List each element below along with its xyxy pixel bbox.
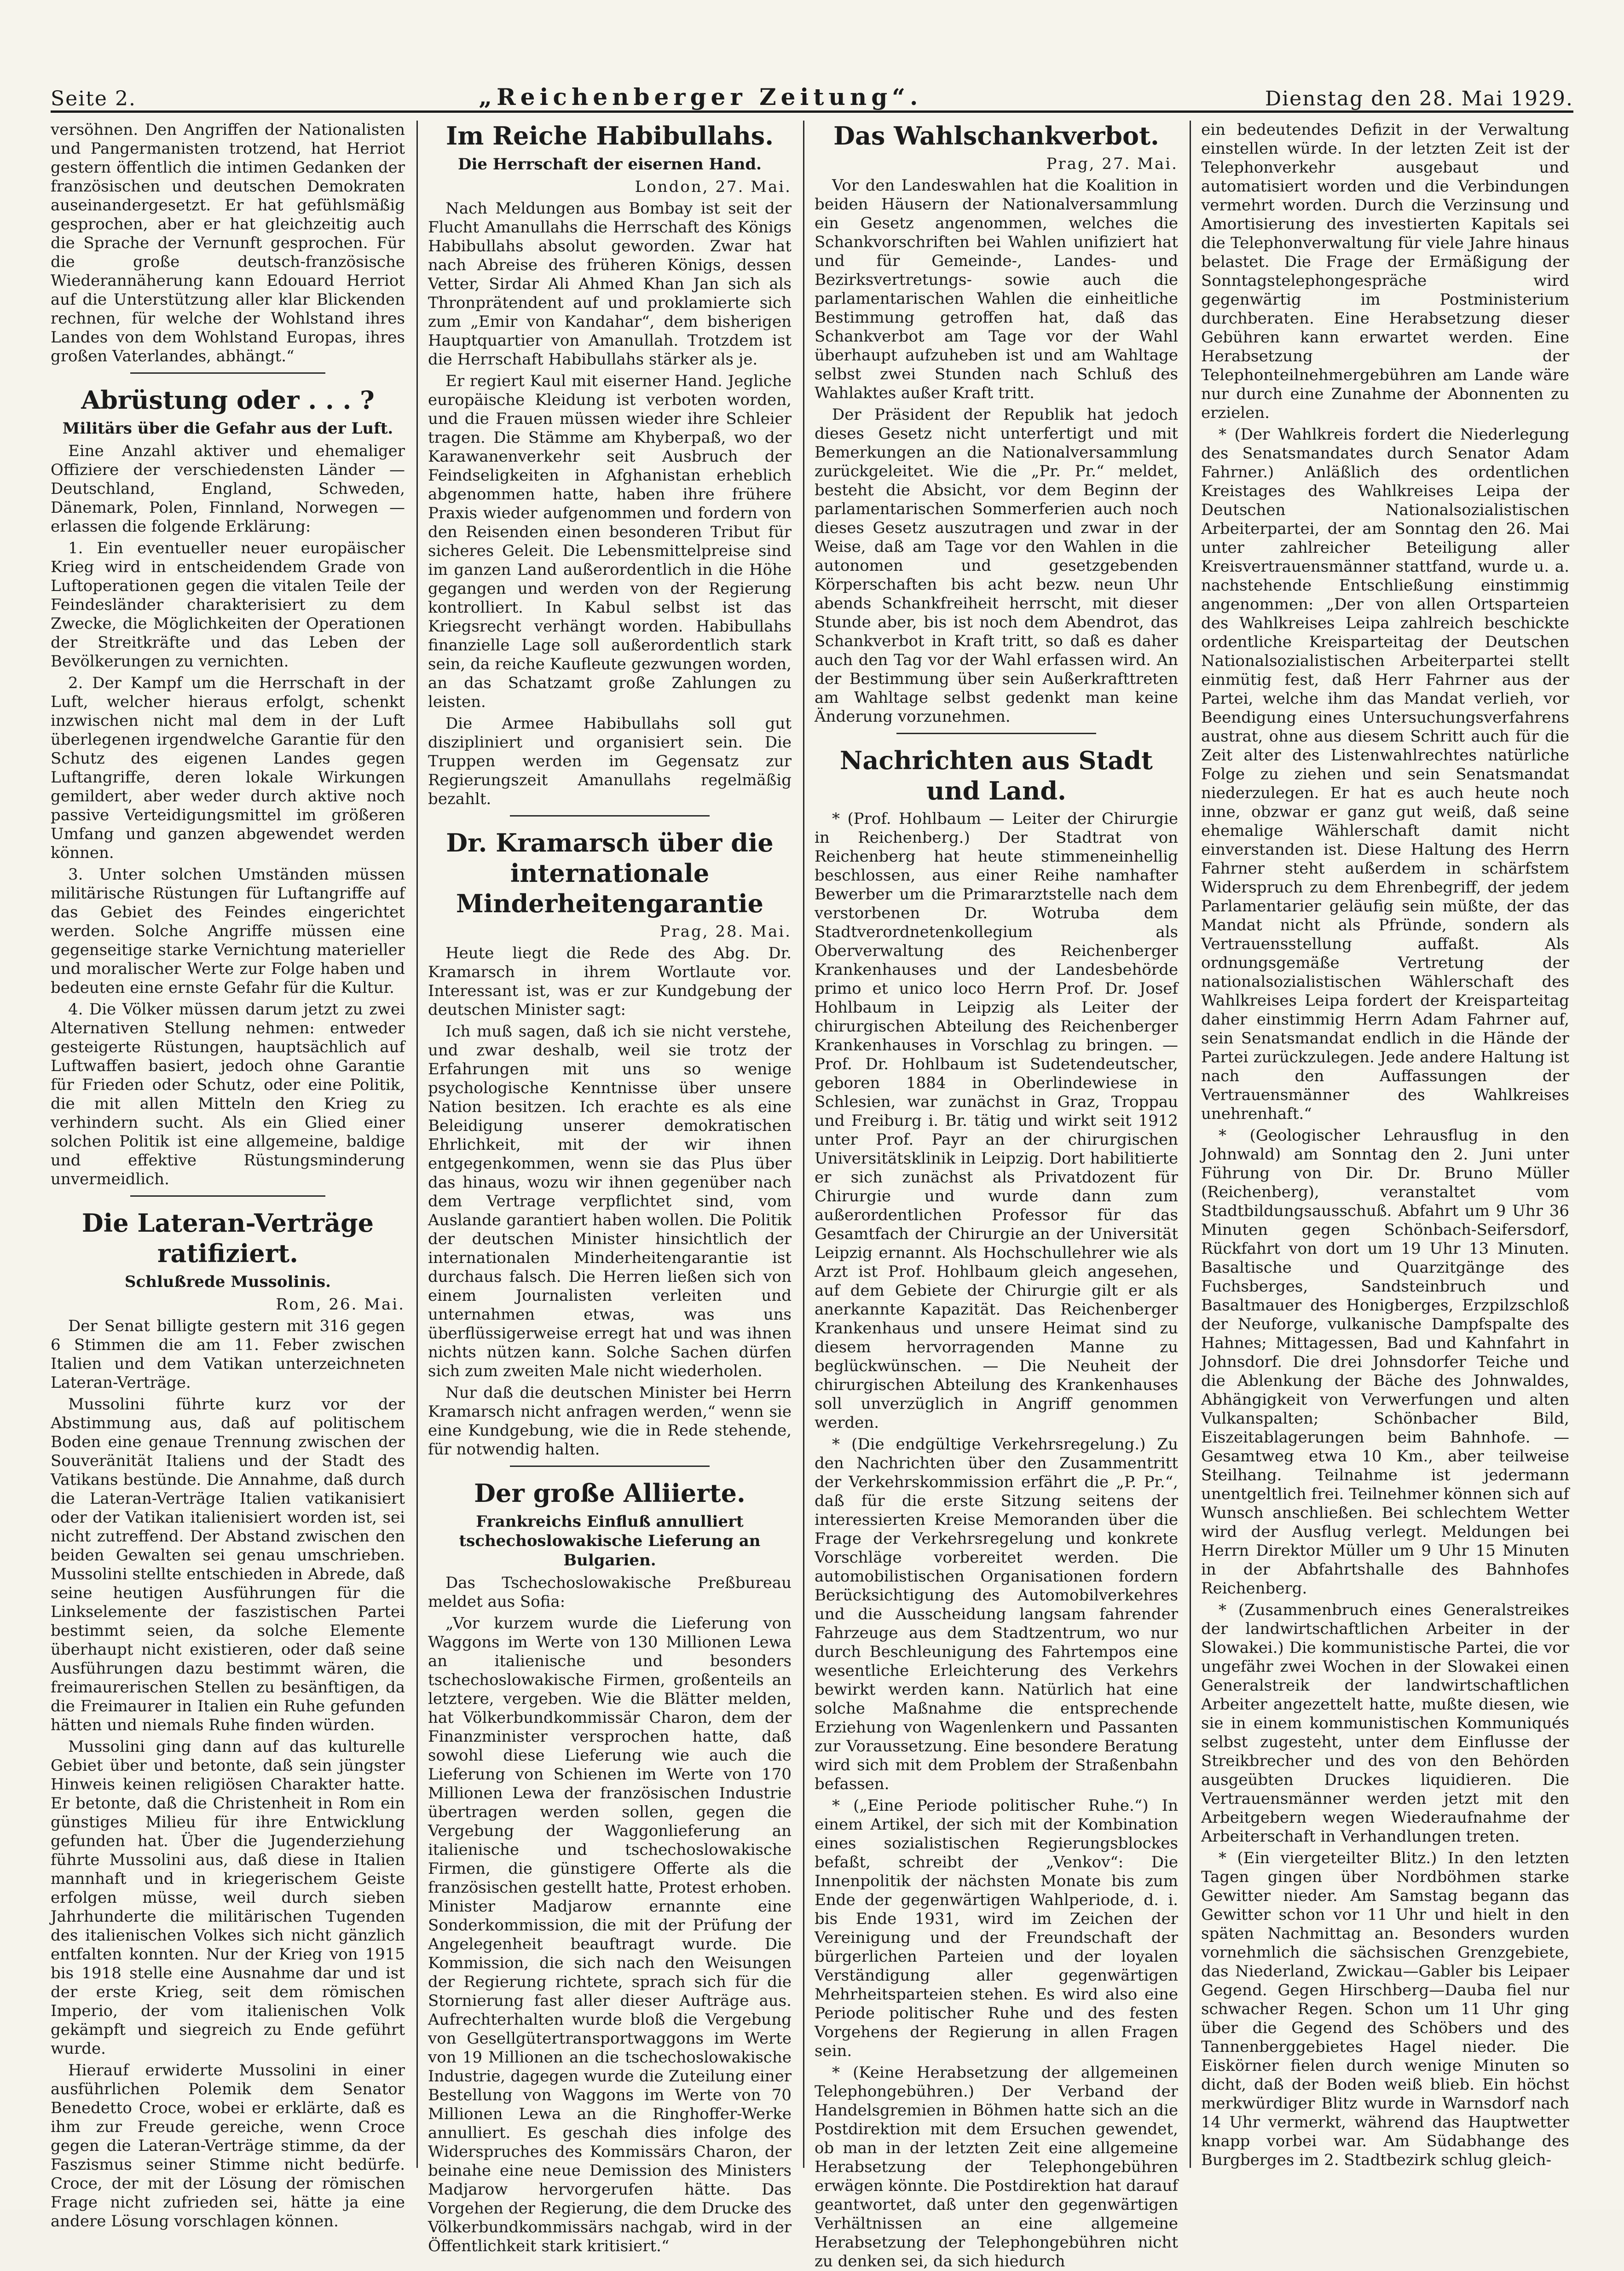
paragraph: Mussolini führte kurz vor der Abstimmung aus, daß auf politischem Boden eine genaue Trennung zwischen der Souveränität Italiens und der Stadt des Vatikans bestünde. Die Annahme, daß durch die Lateran-Verträge Italien vatikanisiert oder der Vatikan italienisiert worden ist, sei nicht zutreffend. Der Abstand zwischen den beiden Gewalten sei genau umschrieben. Mussolini stellte entschieden in Abrede, daß seine heutigen Ausführungen für die Linkselemente der faszistischen Partei bestimmt seien, da solche Elemente überhaupt nicht existieren, oder daß seine Ausführungen dazu bestimmt wären, die freimaurerischen Stellen zu besänftigen, da die Freimaurer in Italien ein Ruhe gefunden hätten und niemals Ruhe finden würden. bbox=[51, 1395, 405, 1734]
separator bbox=[510, 815, 710, 817]
news-item: * (Ein viergeteilter Blitz.) In den letzten Tagen gingen über Nordböhmen starke Gewitter nieder. Am Samstag begann das Gewitter schon vor 11 Uhr und hielt in den späten Nachmittag an. Besonders wurden vornehmlich die sächsischen Grenzgebiete, das Niederland, Zwickau—Gabler bis Leipaer Gegend. Gegen Hirschberg—Dauba fiel nur schwacher Regen. Schon um 11 Uhr ging über die Gegend des Schöbers und des Tannenberggebietes Hagel nieder. Die Eiskörner fielen durch wenige Minuten so dicht, daß der Boden weiß blieb. Ein höchst merkwürdiger Blitz wurde in Warnsdorf nach 14 Uhr vermerkt, während das Hauptwetter knapp vorbei war. Am Südabhange des Burgberges im 2. Stadtbezirk schlug gleich- bbox=[1201, 1849, 1569, 2169]
paragraph: 4. Die Völker müssen darum jetzt zu zwei Alternativen Stellung nehmen: entweder gesteigerte Rüstungen, hauptsächlich auf Luftwaffen basiert, jedoch ohne Garantie für Frieden oder Schutz, oder eine Politik, die mit allen Mitteln den Krieg zu verhindern sucht. Als ein Glied einer solchen Politik ist eine allgemeine, baldige und effektive Rüstungsminderung unvermeidlich. bbox=[51, 1000, 405, 1188]
paragraph: Hierauf erwiderte Mussolini in einer ausführlichen Polemik dem Senator Benedetto Croce, wobei er erklärte, daß es ihm zur Freude gereiche, wenn Croce gegen die Lateran-Verträge stimme, da der Faszismus seiner Stimme nicht bedürfe. Croce, der mit der Lösung der römischen Frage nicht zufrieden sei, hätte ja eine andere Lösung vorschlagen können. bbox=[51, 2061, 405, 2230]
section-title: Nachrichten aus Stadt und Land. bbox=[839, 746, 1153, 805]
article-title: Im Reiche Habibullahs. bbox=[445, 121, 774, 151]
paragraph: ein bedeutendes Defizit in der Verwaltung einstellen würde. In der letzten Zeit ist der Telephonverkehr ausgebaut und automatisiert worden und die Verbindungen vermehrt worden. Durch die Verzinsung und Amortisierung des investierten Kapitals sei die Telephonverwaltung für viele Jahre hinaus belastet. Die Frage der Ermäßigung der Sonntagstelephongespräche wird gegenwärtig im Postministerium durchberaten. Eine Herabsetzung dieser Gebühren kann erwartet werden. Eine Herabsetzung der Telephonteilnehmergebühren am Lande wäre nur durch eine Zunahme der Abonnenten zu erzielen. bbox=[1201, 121, 1569, 422]
column-rule bbox=[803, 121, 804, 2168]
column-3 bbox=[815, 121, 1178, 2271]
issue-date: Dienstag den 28. Mai 1929. bbox=[1265, 87, 1573, 110]
paragraph: versöhnen. Den Angriffen der Nationalisten und Pangermanisten trotzend, hat Herriot gestern öffentlich die intimen Gedanken der französischen und deutschen Demokraten auseinandergesetzt. Er hat gefühlsmäßig gesprochen, aber er hat gleichzeitig auch die Sprache der Vernunft gesprochen. Für die große deutsch-französische Wiederannäherung kann Edouard Herriot auf die Unterstützung aller klar Blickenden rechnen, für welche der Wohlstand ihres Landes von dem Wohlstand Europas, ihres großen Vaterlandes, abhängt.“ bbox=[51, 121, 405, 365]
paragraph: Der Präsident der Republik hat jedoch dieses Gesetz nicht unterfertigt und mit Bemerkungen an die Nationalversammlung zurückgeleitet. Wie die „Pr. Pr.“ meldet, besteht die Absicht, vor dem Beginn der parlamentarischen Sommerferien auch noch dieses Gesetz auszutragen und zwar in der Weise, daß am Tage vor den Wahlen in die autonomen und gesetzgebenden Körperschaften bis acht bezw. neun Uhr abends Schankfreiheit herrscht, mit dieser Stunde aber, bis ist noch dem Abendrot, das Schankverbot in Kraft tritt, so daß es daher auch den Tag vor der Wahl erfassen wird. An der Bestimmung über sein Außerkrafttreten am Wahltage selbst gedenkt man keine Änderung vorzunehmen. bbox=[815, 406, 1178, 726]
paragraph: Ich muß sagen, daß ich sie nicht verstehe, und zwar deshalb, weil sie trotz der Erfahrungen mit uns so wenige psychologische Kenntnisse über unsere Nation besitzen. Ich erachte es als eine Beleidigung unserer demokratischen Ehrlichkeit, mit der wir ihnen entgegenkommen, wenn sie das Plus über das hinaus, wozu wir ihnen gegenüber nach dem Vertrage verpflichtet sind, vom Auslande garantiert haben wollen. Die Politik der deutschen Minister hinsichtlich der internationalen Minderheitengarantie ist durchaus falsch. Die Herren ließen sich von einem Journalisten verleiten und unternahmen etwas, was uns überflüssigerweise erregt hat und was ihnen nichts nützen kann. Solche Sachen dürfen sich zum zweiten Male nicht wiederholen. bbox=[428, 1022, 792, 1380]
paragraph: 2. Der Kampf um die Herrschaft in der Luft, welcher hieraus erfolgt, schenkt inzwischen nicht mal dem in der Luft überlegenen irgendwelche Garantie für den Schutz des eigenen Landes gegen Luftangriffe, deren lokale Wirkungen gemildert, aber weder durch aktive noch passive Verteidigungsmittel im größeren Umfang und ganzen abgewendet werden können. bbox=[51, 674, 405, 862]
paragraph: Eine Anzahl aktiver und ehemaliger Offiziere der verschiedensten Länder — Deutschland, England, Schweden, Dänemark, Polen, Finnland, Norwegen — erlassen die folgende Erklärung: bbox=[51, 442, 405, 536]
article-subtitle: Militärs über die Gefahr aus der Luft. bbox=[62, 419, 393, 438]
dateline: Prag, 28. Mai. bbox=[659, 922, 792, 941]
separator bbox=[130, 372, 325, 374]
news-item: * (Die endgültige Verkehrsregelung.) Zu den Nachrichten über den Zusammentritt der Verkehrskommission erfährt die „P. Pr.“, daß für die erste Sitzung seitens der interessierten Kreise Memoranden über die Frage der Verkehrsregelung und konkrete Vorschläge vorbereitet werden. Die automobilistischen Organisationen fordern Berücksichtigung des Automobilverkehres und die Ausscheidung langsam fahrender Fahrzeuge aus dem Stadtzentrum, wo nur durch Beschleunigung des Fahrtempos eine wesentliche Erleichterung des Verkehrs bewirkt werden kann. Natürlich hat eine solche Maßnahme die entsprechende Erziehung von Wagenlenkern und Passanten zur Voraussetzung. Eine besondere Beratung wird sich mit dem Problem der Straßenbahn befassen. bbox=[815, 1435, 1178, 1793]
article-subtitle: Schlußrede Mussolinis. bbox=[125, 1273, 331, 1291]
news-item: * („Eine Periode politischer Ruhe.“) In einem Artikel, der sich mit der Kombination eines sozialistischen Regierungsblockes befaßt, schreibt der „Venkov“: Die Innenpolitik der nächsten Monate bis zum Ende der gegenwärtigen Wahlperiode, d. i. bis Ende 1931, wird im Zeichen der Vereinigung und der Freundschaft der bürgerlichen Parteien und der loyalen Verständigung aller gegenwärtigen Mehrheitsparteien stehen. Es wird also eine Periode politischer Ruhe und des festen Vorgehens der Regierung in allen Fragen sein. bbox=[815, 1796, 1178, 2060]
paragraph: Mussolini ging dann auf das kulturelle Gebiet über und betonte, daß sein jüngster Hinweis keinen religiösen Charakter hatte. Er betonte, daß die Christenheit in Rom ein günstiges Milieu für ihre Entwicklung gefunden hat. Über die Jugenderziehung führte Mussolini aus, daß diese in Italien mannhaft und in kriegerischem Geiste erfolgen müsse, weil durch sieben Jahrhunderte die militärischen Tugenden des italienischen Volkes sich nicht gänzlich entfalten konnten. Nur der Krieg von 1915 bis 1918 stelle eine Ausnahme dar und ist der erste Krieg, seit dem römischen Imperio, der vom italienischen Volk gekämpft und siegreich zu Ende geführt wurde. bbox=[51, 1738, 405, 2058]
paragraph: Vor den Landeswahlen hat die Koalition in beiden Häusern der Nationalversammlung ein Gesetz angenommen, welches die Schankvorschriften bei Wahlen unifiziert hat und für Gemeinde-, Landes- und Bezirksvertretungs- sowie auch die parlamentarischen Wahlen die einheitliche Bestimmung getroffen hat, daß das Schankverbot am Tage vor der Wahl überhaupt aufzuheben ist und am Wahltage selbst zwei Stunden nach Schluß des Wahlaktes außer Kraft tritt. bbox=[815, 176, 1178, 402]
dateline: Rom, 26. Mai. bbox=[276, 1295, 405, 1314]
article-title: Abrüstung oder . . . ? bbox=[81, 385, 375, 415]
dateline: Prag, 27. Mai. bbox=[1046, 155, 1178, 173]
news-item: * (Prof. Hohlbaum — Leiter der Chirurgie in Reichenberg.) Der Stadtrat von Reichenberg hat heute stimmeneinhellig beschlossen, aus einer Reihe namhafter Bewerber um die Primararztstelle nach dem verstorbenen Dr. Wotruba dem Stadtverordnetenkollegium als Oberverwaltung des Reichenberger Krankenhauses und der Landesbehörde primo et unico loco Herrn Prof. Dr. Josef Hohlbaum in Leipzig als Leiter der chirurgischen Abteilung des Reichenberger Krankenhauses in Vorschlag zu bringen. — Prof. Dr. Hohlbaum ist Sudetendeutscher, geboren 1884 in Oberlindewiese in Schlesien, war zunächst in Graz, Troppau und Freiburg i. Br. tätig und wirkt seit 1912 unter Prof. Payr an der chirurgischen Universitätsklinik in Leipzig. Dort habilitierte er sich zunächst als Privatdozent für Chirurgie und wurde dann zum außerordentlichen Professor für das Gesamtfach der Chirurgie an der Universität Leipzig ernannt. Als Hochschullehrer wie als Arzt ist Prof. Hohlbaum gleich angesehen, auf dem Gebiete der Chirurgie gilt er als anerkannte Kapazität. Das Reichenberger Krankenhaus und unsere Heimat sind zu diesem hervorragenden Manne zu beglückwünschen. — Die Neuheit der chirurgischen Abteilung des Krankenhauses soll unverzüglich in Angriff genommen werden. bbox=[815, 810, 1178, 1432]
separator bbox=[510, 1466, 710, 1467]
column-rule bbox=[1190, 121, 1191, 2168]
column-2 bbox=[428, 121, 792, 2255]
article-subtitle: Frankreichs Einfluß annulliert tschechoslowakische Lieferung an Bulgarien. bbox=[459, 1512, 761, 1570]
paragraph: Der Senat billigte gestern mit 316 gegen 6 Stimmen die am 11. Feber zwischen Italien und dem Vatikan unterzeichneten Lateran-Verträge. bbox=[51, 1317, 405, 1392]
paragraph: Er regiert Kaul mit eiserner Hand. Jegliche europäische Kleidung ist verboten worden, und die Frauen müssen wieder ihre Schleier tragen. Die Stämme am Khyberpaß, wo der Karawanenverkehr seit Ausbruch der Feindseligkeiten in Afghanistan erheblich abgenommen hatte, haben ihre frühere Praxis wieder aufgenommen und fordern von den Reisenden einen besonderen Tribut für sicheres Geleit. Die Lebensmittelpreise sind im ganzen Land außerordentlich in die Höhe gegangen und werden von der Regierung kontrolliert. In Kabul selbst ist das Kriegsrecht verhängt worden. Habibullahs finanzielle Lage soll außerordentlich stark sein, da reiche Kaufleute gezwungen worden, an das Schatzamt große Zahlungen zu leisten. bbox=[428, 372, 792, 711]
news-item: * (Geologischer Lehrausflug in den Johnwald) am Sonntag den 2. Juni unter Führung von Dir. Dr. Bruno Müller (Reichenberg), veranstaltet vom Stadtbildungsausschuß. Abfahrt um 9 Uhr 36 Minuten gegen Schönbach-Seifersdorf, Rückfahrt von dort um 19 Uhr 13 Minuten. Basaltische und Quarzitgänge des Fuchsberges, Sandsteinbruch und Basaltmauer des Honigberges, Erzpilzschloß der Neuforge, vulkanische Dampfspalte des Hahnes; Mittagessen, Bad und Kahnfahrt in Johnsdorf. Die drei Johnsdorfer Teiche und die Ablenkung der Bäche des Johnwaldes, Abhängigkeit von Verwerfungen und alten Vulkanspalten; Schönbacher Bild, Eiszeitablagerungen beim Bahnhofe. — Gesamtweg etwa 10 Km., aber teilweise Steilhang. Teilnahme ist jedermann unentgeltlich frei. Teilnehmer können sich auf Wunsch anschließen. Bei schlechtem Wetter wird der Ausflug verlegt. Meldungen bei Herrn Direktor Müller um 9 Uhr 15 Minuten in der Abfahrtshalle des Bahnhofes Reichenberg. bbox=[1201, 1126, 1569, 1598]
paragraph: Nur daß die deutschen Minister bei Herrn Kramarsch nicht anfragen werden,“ wenn sie eine Kundgebung, wie die in Rede stehende, für notwendig halten. bbox=[428, 1384, 792, 1459]
paragraph: Das Tschechoslowakische Preßbureau meldet aus Sofia: bbox=[428, 1574, 792, 1611]
article-title: Dr. Kramarsch über die internationale Minderheitengarantie bbox=[446, 828, 774, 918]
paragraph: Nach Meldungen aus Bombay ist seit der Flucht Amanullahs die Herrschaft des Königs Habibullahs absolut geworden. Zwar hat nach Abreise des früheren Königs, dessen Vetter, Sirdar Ali Ahmed Khan Jan sich als Thronprätendent auf und proklamierte sich zum „Emir von Kandahar“, dem bisherigen Hauptquartier von Amanullah. Trotzdem ist die Herrschaft Habibullahs stärker als je. bbox=[428, 199, 792, 369]
article-title: Die Lateran-Verträge ratifiziert. bbox=[81, 1208, 374, 1268]
separator bbox=[130, 1195, 325, 1197]
column-rule bbox=[416, 121, 418, 2168]
newspaper-title: „Reichenberger Zeitung“. bbox=[479, 83, 923, 110]
column-4 bbox=[1201, 121, 1569, 2168]
paragraph: „Vor kurzem wurde die Lieferung von Waggons im Werte von 130 Millionen Lewa an italienische und besonders tschechoslowakische Firmen, großenteils an letztere, vergeben. Wie die Blätter melden, hat Völkerbundkommissär Charon, dem der Finanzminister versprochen hatte, daß sowohl diese Lieferung wie auch die Lieferung von Schienen im Werte von 170 Millionen Lewa der französischen Industrie übertragen werden sollen, gegen die Vergebung der Waggonlieferung an italienische und tschechoslowakische Firmen, die günstigere Offerte als die französischen gestellt hatte, Protest erhoben. Minister Madjarow ernannte eine Sonderkommission, die mit der Prüfung der Angelegenheit beauftragt wurde. Die Kommission, die sich nach den Weisungen der Regierung richtete, sprach sich für die Stornierung fast aller dieser Aufträge aus. Aufrechterhalten wurde bloß die Vergebung von Gesellgütertransportwaggons im Werte von 19 Millionen an die tschechoslowakische Industrie, dagegen wurde die Zuteilung einer Bestellung von Waggons im Werte von 70 Millionen Lewa an die Ringhoffer-Werke annulliert. Es geschah dies infolge des Widerspruches des Kommissärs Charon, der beinahe eine neue Demission des Ministers Madjarow hervorgerufen hätte. Das Vorgehen der Regierung, die dem Drucke des Völkerbundkommissärs nachgab, wird in der Öffentlichkeit stark kritisiert.“ bbox=[428, 1614, 792, 2255]
dateline: London, 27. Mai. bbox=[635, 178, 792, 196]
separator bbox=[896, 733, 1097, 734]
article-subtitle: Die Herrschaft der eisernen Hand. bbox=[458, 155, 762, 174]
paragraph: 1. Ein eventueller neuer europäischer Krieg wird in entscheidendem Grade von Luftoperationen gegen die vitalen Teile der Feindesländer charakterisiert zu dem Zwecke, die Möglichkeiten der Operationen der Streitkräfte und das Leben der Bevölkerungen zu vernichten. bbox=[51, 539, 405, 671]
page-number: Seite 2. bbox=[51, 87, 136, 110]
page-header bbox=[51, 69, 1573, 113]
paragraph: 3. Unter solchen Umständen müssen militärische Rüstungen für Luftangriffe auf das Gebiet des Feindes eingerichtet werden. Solche Angriffe müssen eine gegenseitige starke Vernichtung materieller und moralischer Werte zur Folge haben und bedeuten eine ernste Gefahr für die Kultur. bbox=[51, 865, 405, 997]
paragraph: Heute liegt die Rede des Abg. Dr. Kramarsch in ihrem Wortlaute vor. Interessant ist, was er zur Kundgebung der deutschen Minister sagt: bbox=[428, 944, 792, 1019]
article-title: Der große Alliierte. bbox=[474, 1478, 746, 1508]
article-title: Das Wahlschankverbot. bbox=[833, 121, 1159, 151]
news-item: * (Der Wahlkreis fordert die Niederlegung des Senatsmandates durch Senator Adam Fahrner.) Anläßlich des ordentlichen Kreistages des Wahlkreises Leipa der Deutschen Nationalsozialistischen Arbeiterpartei, der am Sonntag den 26. Mai unter zahlreicher Beteiligung aller Kreisvertrauensmänner stattfand, wurde u. a. nachstehende Entschließung einstimmig angenommen: „Der von allen Ortsparteien des Wahlkreises Leipa zahlreich beschickte ordentliche Kreisparteitag der Deutschen Nationalsozialistischen Arbeiterpartei stellt einmütig fest, daß Herr Fahrner aus der Partei, welche ihm das Mandat verlieh, vor Beendigung eines Untersuchungsverfahrens austrat, ohne aus diesem Schritt auch für die Zeit alter des Listenwahlrechtes natürliche Folge zu ziehen und sein Senatsmandat niederzulegen. Er hat es auch heute noch inne, obzwar er ganz gut weiß, daß seine ehemalige Wählerschaft damit nicht einverstanden ist. Diese Haltung des Herrn Fahrner steht außerdem in schärfstem Widerspruch zu dem Ehrenbegriff, der jedem Parlamentarier geläufig sein müßte, der das Mandat nicht als Pfründe, sondern als Vertrauensstellung auffaßt. Als ordnungsgemäße Vertretung der nationalsozialistischen Wählerschaft des Wahlkreises Leipa fordert der Kreisparteitag daher einstimmig Herrn Adam Fahrner auf, sein Senatsmandat endlich in die Hände der Partei zurückzulegen. Jede andere Haltung ist nach den Auffassungen der Vertrauensmänner des Wahlkreises unehrenhaft.“ bbox=[1201, 425, 1569, 1123]
column-1 bbox=[51, 121, 405, 2230]
news-item: * (Keine Herabsetzung der allgemeinen Telephongebühren.) Der Verband der Handelsgremien in Böhmen hatte sich an die Postdirektion mit dem Ersuchen gewendet, ob man in der letzten Zeit eine allgemeine Herabsetzung der Telephongebühren erwägen könnte. Die Postdirektion hat darauf geantwortet, daß unter den gegenwärtigen Verhältnissen an eine allgemeine Herabsetzung der Telephongebühren nicht zu denken sei, da sich hiedurch bbox=[815, 2063, 1178, 2271]
news-item: * (Zusammenbruch eines Generalstreikes der landwirtschaftlichen Arbeiter in der Slowakei.) Die kommunistische Partei, die vor ungefähr zwei Wochen in der Slowakei einen Generalstreik der landwirtschaftlichen Arbeiter angezettelt hatte, mußte diesen, wie sie in einem kommunistischen Kommuniqués selbst zugesteht, unter dem Einflusse der Streikbrecher und des von den Behörden ausgeübten Druckes liquidieren. Die Vertrauensmänner werden jetzt mit den Arbeitgebern wegen Wiederaufnahme der Arbeiterschaft in Verhandlungen treten. bbox=[1201, 1601, 1569, 1846]
paragraph: Die Armee Habibullahs soll gut diszipliniert und organisiert sein. Die Truppen werden im Gegensatz zur Regierungszeit Amanullahs regelmäßig bezahlt. bbox=[428, 714, 792, 808]
